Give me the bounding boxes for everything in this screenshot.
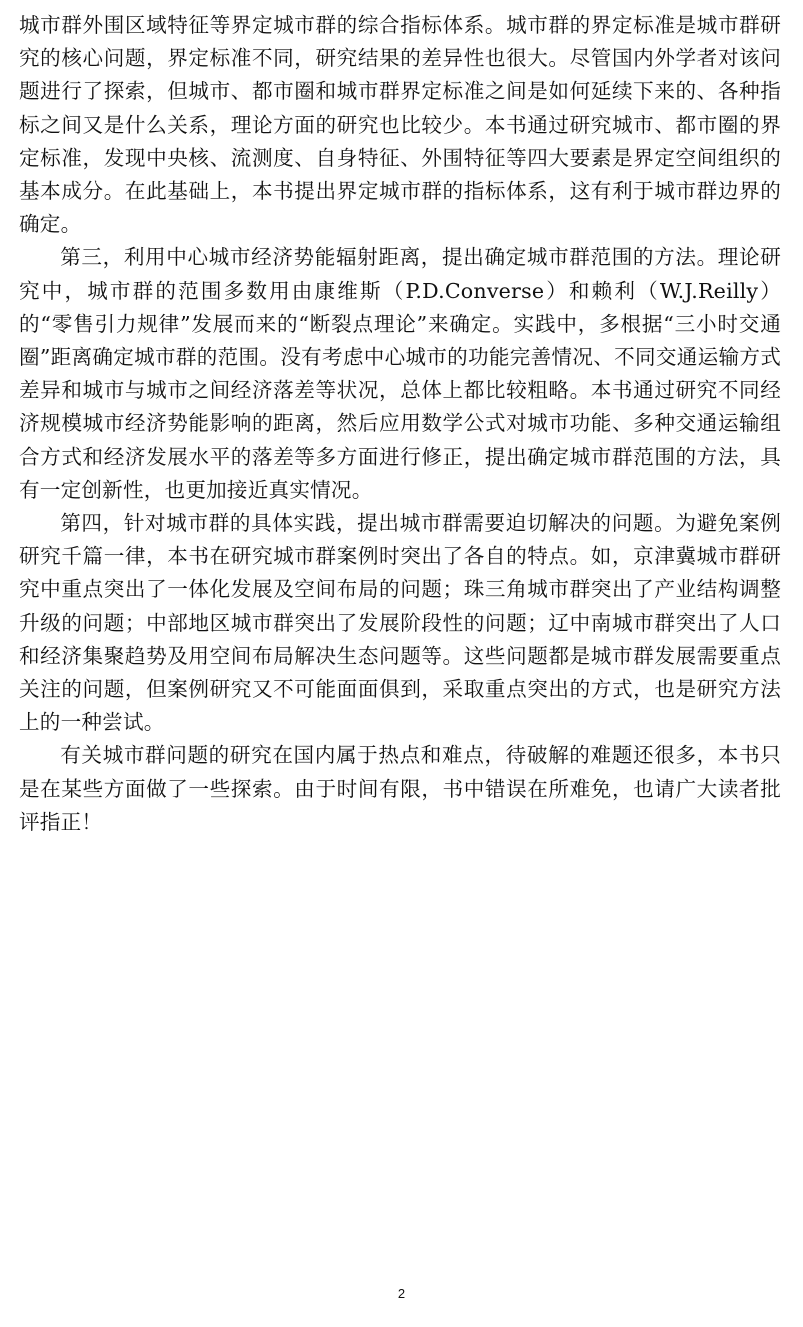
body-text (19, 9, 781, 839)
paragraph-closing: 有关城市群问题的研究在国内属于热点和难点，待破解的难题还很多，本书只是在某些方面做了一些探索。由于时间有限，书中错误在所难免，也请广大读者批评指正！ (19, 743, 781, 834)
paragraph-fourth-point: 第四，针对城市群的具体实践，提出城市群需要迫切解决的问题。为避免案例研究千篇一律，本书在研究城市群案例时突出了各自的特点。如，京津冀城市群研究中重点突出了一体化发展及空间布局的问题；珠三角城市群突出了产业结构调整升级的问题；中部地区城市群突出了发展阶段性的问题；辽中南城市群突出了人口和经济集聚趋势及用空间布局解决生态问题等。这些问题都是城市群发展需要重点关注的问题，但案例研究又不可能面面俱到，采取重点突出的方式，也是研究方法上的一种尝试。 (19, 511, 781, 735)
page-number: 2 (397, 1286, 406, 1301)
paragraph-continued: 城市群外围区域特征等界定城市群的综合指标体系。城市群的界定标准是城市群研究的核心问题，界定标准不同，研究结果的差异性也很大。尽管国内外学者对该问题进行了探索，但城市、都市圈和城市群界定标准之间是如何延续下来的、各种指标之间又是什么关系，理论方面的研究也比较少。本书通过研究城市、都市圈的界定标准，发现中央核、流测度、自身特征、外围特征等四大要素是界定空间组织的基本成分。在此基础上，本书提出界定城市群的指标体系，这有利于城市群边界的确定。 (19, 13, 781, 237)
paragraph-third-point: 第三，利用中心城市经济势能辐射距离，提出确定城市群范围的方法。理论研究中，城市群的范围多数用由康维斯（P.D.Converse）和赖利（W.J.Reilly）的“零售引力规律”发展而来的“断裂点理论”来确定。实践中，多根据“三小时交通圈”距离确定城市群的范围。没有考虑中心城市的功能完善情况、不同交通运输方式差异和城市与城市之间经济落差等状况，总体上都比较粗略。本书通过研究不同经济规模城市经济势能影响的距离，然后应用数学公式对城市功能、多种交通运输组合方式和经济发展水平的落差等多方面进行修正，提出确定城市群范围的方法，具有一定创新性，也更加接近真实情况。 (19, 245, 781, 502)
